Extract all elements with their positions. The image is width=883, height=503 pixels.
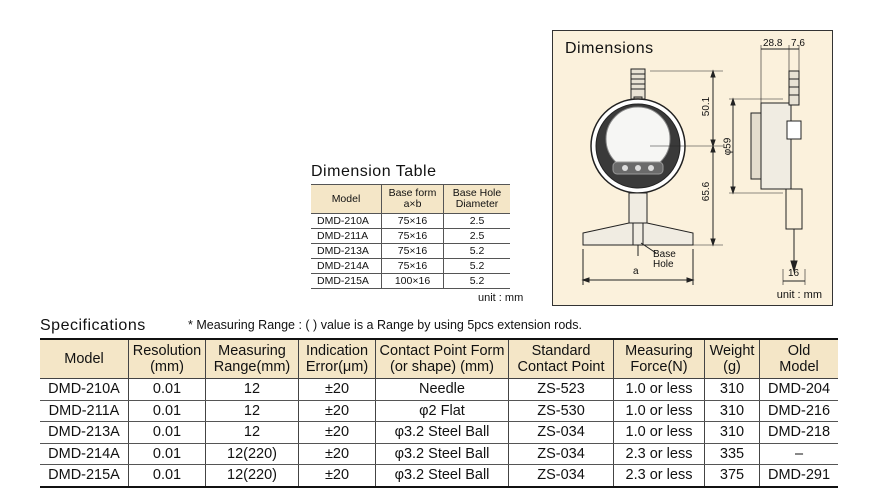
table-cell: 75×16 <box>382 259 444 274</box>
table-cell: DMD-213A <box>40 422 129 444</box>
table-cell: 12 <box>206 400 299 422</box>
dimension-table <box>311 184 510 289</box>
table-cell: 310 <box>705 422 760 444</box>
spec-header: Weight (g) <box>705 339 760 379</box>
table-cell: 75×16 <box>382 214 444 229</box>
dimension-table-unit: unit : mm <box>478 292 524 304</box>
table-cell: 1.0 or less <box>614 379 705 401</box>
dimension-table-header: Model <box>311 185 382 214</box>
spec-header: Standard Contact Point <box>509 339 614 379</box>
spec-header: Measuring Force(N) <box>614 339 705 379</box>
dimensions-title: Dimensions <box>565 40 654 57</box>
table-row <box>311 229 510 244</box>
dimensions-panel <box>552 30 833 306</box>
table-cell: ZS-530 <box>509 400 614 422</box>
table-cell: 2.3 or less <box>614 465 705 487</box>
table-cell: ±20 <box>299 400 376 422</box>
table-cell: Needle <box>376 379 509 401</box>
table-cell: 12 <box>206 379 299 401</box>
table-cell: DMD-211A <box>311 229 382 244</box>
dim-label-50-1: 50.1 <box>701 96 713 117</box>
dim-label-a: a <box>633 266 639 277</box>
table-cell: DMD-216 <box>760 400 839 422</box>
spec-header: Indication Error(μm) <box>299 339 376 379</box>
table-cell: 1.0 or less <box>614 422 705 444</box>
table-cell: 5.2 <box>444 244 511 259</box>
table-cell: 375 <box>705 465 760 487</box>
table-cell: 100×16 <box>382 274 444 289</box>
table-cell: DMD-210A <box>311 214 382 229</box>
table-cell: 5.2 <box>444 274 511 289</box>
table-cell: 0.01 <box>129 379 206 401</box>
specifications-note: * Measuring Range : ( ) value is a Range by using 5pcs extension rods. <box>188 318 582 332</box>
table-row <box>311 244 510 259</box>
table-cell: DMD-218 <box>760 422 839 444</box>
table-row <box>40 400 838 422</box>
table-cell: φ3.2 Steel Ball <box>376 422 509 444</box>
spec-header: Contact Point Form (or shape) (mm) <box>376 339 509 379</box>
table-cell: ZS-034 <box>509 465 614 487</box>
table-cell: DMD-215A <box>40 465 129 487</box>
table-cell: ±20 <box>299 465 376 487</box>
dim-label-16: 16 <box>788 268 800 279</box>
spec-header: Old Model <box>760 339 839 379</box>
table-cell: 310 <box>705 379 760 401</box>
dimensions-unit: unit : mm <box>776 289 822 301</box>
table-cell: ±20 <box>299 422 376 444</box>
dim-label-65-6: 65.6 <box>701 181 713 202</box>
table-cell: φ3.2 Steel Ball <box>376 465 509 487</box>
table-cell: 12 <box>206 422 299 444</box>
table-cell: ±20 <box>299 443 376 465</box>
table-cell: 0.01 <box>129 443 206 465</box>
table-cell: 12(220) <box>206 465 299 487</box>
table-cell: 75×16 <box>382 229 444 244</box>
base-hole-label: Base Hole <box>653 249 676 270</box>
table-cell: 0.01 <box>129 422 206 444</box>
dimension-table-title: Dimension Table <box>311 163 437 180</box>
table-row <box>40 379 838 401</box>
table-cell: DMD-215A <box>311 274 382 289</box>
table-cell: 1.0 or less <box>614 400 705 422</box>
dimension-table-header: Base form a×b <box>382 185 444 214</box>
table-cell: ±20 <box>299 379 376 401</box>
table-cell: 5.2 <box>444 259 511 274</box>
dimension-table-header: Base Hole Diameter <box>444 185 511 214</box>
table-cell: ZS-034 <box>509 443 614 465</box>
table-cell: DMD-211A <box>40 400 129 422</box>
table-cell: ZS-034 <box>509 422 614 444</box>
table-row <box>40 465 838 487</box>
table-row <box>40 422 838 444</box>
specifications-title: Specifications <box>40 317 146 334</box>
spec-header: Resolution (mm) <box>129 339 206 379</box>
table-cell: DMD-210A <box>40 379 129 401</box>
table-cell: 335 <box>705 443 760 465</box>
dimension-table-header-row <box>311 185 510 214</box>
specifications-header-row <box>40 339 838 379</box>
table-cell: 310 <box>705 400 760 422</box>
table-cell: DMD-214A <box>40 443 129 465</box>
table-cell: DMD-214A <box>311 259 382 274</box>
table-row <box>311 259 510 274</box>
specifications-table <box>40 338 838 488</box>
spec-header: Model <box>40 339 129 379</box>
table-cell: 2.5 <box>444 229 511 244</box>
dim-label-7-6: 7.6 <box>791 38 805 49</box>
table-cell: DMD-291 <box>760 465 839 487</box>
table-cell: – <box>760 443 839 465</box>
dial-gauge-drawing <box>553 31 834 307</box>
table-row <box>311 274 510 289</box>
table-cell: 2.5 <box>444 214 511 229</box>
table-cell: 0.01 <box>129 465 206 487</box>
table-cell: 2.3 or less <box>614 443 705 465</box>
table-cell: 75×16 <box>382 244 444 259</box>
dim-label-28-8: 28.8 <box>763 38 783 49</box>
table-row <box>40 443 838 465</box>
table-cell: ZS-523 <box>509 379 614 401</box>
table-cell: 12(220) <box>206 443 299 465</box>
table-cell: DMD-204 <box>760 379 839 401</box>
table-cell: φ2 Flat <box>376 400 509 422</box>
dim-label-phi59: φ59 <box>722 137 734 156</box>
table-cell: 0.01 <box>129 400 206 422</box>
spec-header: Measuring Range(mm) <box>206 339 299 379</box>
table-cell: DMD-213A <box>311 244 382 259</box>
table-row <box>311 214 510 229</box>
table-cell: φ3.2 Steel Ball <box>376 443 509 465</box>
